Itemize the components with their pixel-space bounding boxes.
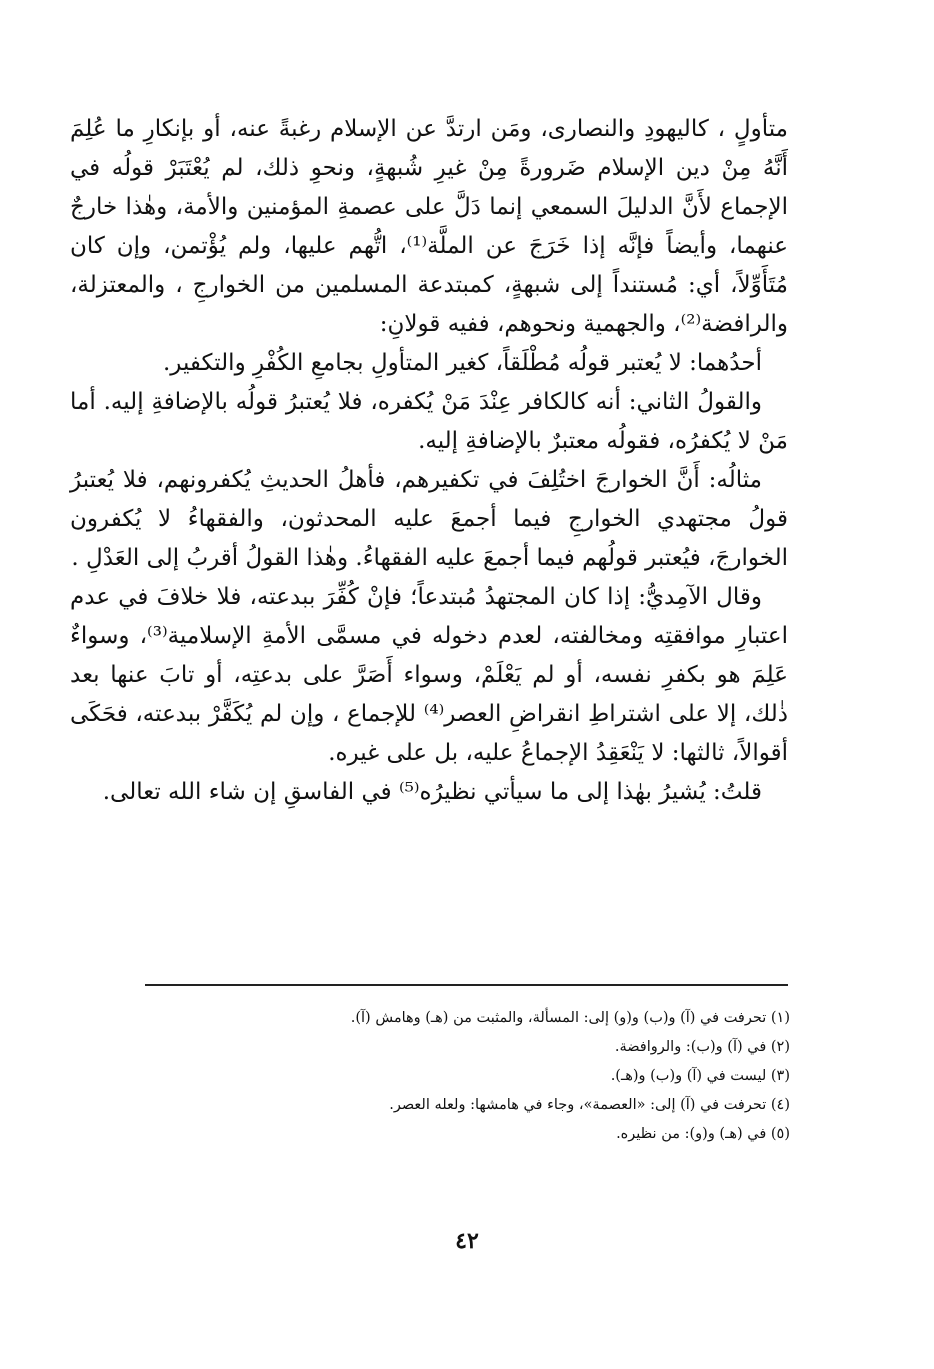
footnote-4: (٤) تحرفت في (آ) إلى: «العصمة»، وجاء في هامشها: ولعله العصر. — [389, 1097, 790, 1113]
paragraph-1: متأولٍ ، كاليهودِ والنصارى، ومَن ارتدَّ عن الإسلام رغبةً عنه، أو بإنكارِ ما عُلِمَ أَنَّهُ مِنْ دين الإسلام ضَرورةً مِنْ غيرِ شُبهةٍ، ونحوِ ذلك، لم يُعْتَبَرْ قولُه في الإجماع لأَنَّ الدليلَ السمعي إنما دَلَّ على عصمةِ المؤمنين والأمة، وهٰذا خارجٌ عنهما، وأيضاً فإنَّه إذا خَرَجَ عن الملَّة⁽¹⁾، اتُّهم عليها، ولم يُؤْتمن، وإن كان مُتَأَوِّلاً، أي: مُستنداً إلى شبهةٍ، كمبتدعة المسلمين من الخوارجِ ، والمعتزلة، والرافضة⁽²⁾، والجهمية ونحوهم، ففيه قولانِ: — [70, 116, 788, 337]
paragraph-5: وقال الآمِديُّ: إذا كان المجتهدُ مُبتدعاً؛ فإنْ كُفِّرَ ببدعته، فلا خلافَ في عدم اعتبارِ موافقتِه ومخالفته، لعدم دخوله في مسمَّى الأمةِ الإسلامية⁽³⁾، وسواءٌ عَلِمَ هو بكفرِ نفسه، أو لم يَعْلَمْ، وسواء أَصَرَّ على بدعتِه، أو تابَ عنها بعد ذٰلك، إلا على اشتراطِ انقراضِ العصر⁽⁴⁾ للإجماع ، وإن لم يُكَفَّرْ ببدعته، فحَكَى أقوالاً، ثالثها: لا يَنْعَقِدُ الإجماعُ عليه، بل على غيره. — [70, 584, 788, 766]
paragraph-4: مثالُه: أَنَّ الخوارجَ اختُلِفَ في تكفيرهم، فأهلُ الحديثِ يُكفرونهم، فلا يُعتبرُ قولُ مجتهدي الخوارجِ فيما أجمعَ عليه المحدثون، والفقهاءُ لا يُكفرون الخوارجَ، فيُعتبر قولُهم فيما أجمعَ عليه الفقهاءُ. وهٰذا القولُ أقربُ إلى العَدْلِ . — [70, 467, 788, 571]
footnote-2: (٢) في (آ) و(ب): والروافضة. — [614, 1039, 790, 1055]
page-number: ٤٢ — [455, 1228, 479, 1254]
paragraph-2: أحدُهما: لا يُعتبر قولُه مُطْلَقاً، كغير المتأولِ بجامعِ الكُفْرِ والتكفير. — [162, 350, 762, 376]
footnote-1: (١) تحرفت في (آ) و(ب) و(و) إلى: المسألة، والمثبت من (هـ) وهامش (آ). — [350, 1010, 790, 1026]
footnotes — [140, 1004, 790, 1149]
footnote-5: (٥) في (هـ) و(و): من نظيره. — [616, 1126, 790, 1142]
footnote-3: (٣) ليست في (آ) و(ب) و(هـ). — [610, 1068, 790, 1084]
main-text — [70, 110, 788, 812]
paragraph-6: قلتُ: يُشيرُ بهٰذا إلى ما سيأتي نظيرُه⁽⁵⁾ في الفاسقِ إن شاء الله تعالى. — [102, 779, 762, 805]
paragraph-3: والقولُ الثاني: أنه كالكافر عِنْدَ مَنْ يُكفره، فلا يُعتبرُ قولُه بالإضافةِ إليه. أما مَنْ لا يُكفرُه، فقولُه معتبرٌ بالإضافةِ إليه. — [70, 389, 788, 454]
footnote-divider — [145, 984, 788, 986]
